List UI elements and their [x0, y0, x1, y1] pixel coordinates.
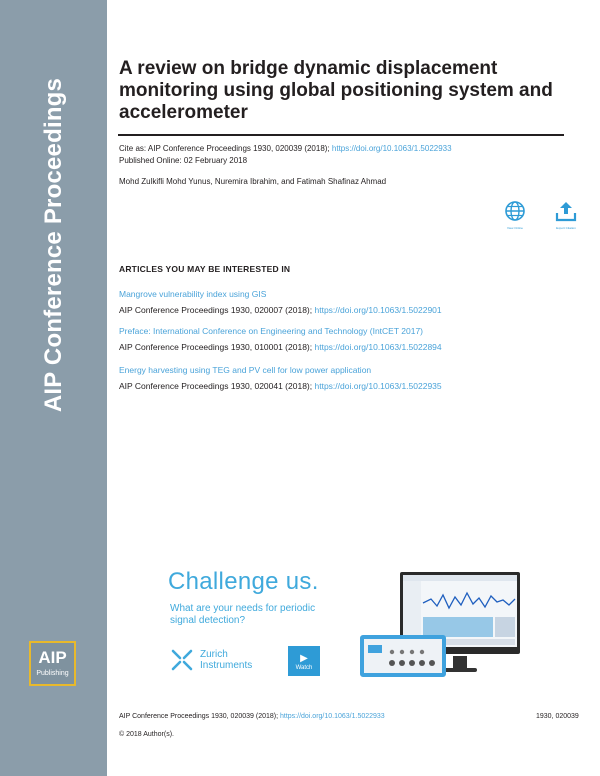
copyright-notice: © 2018 Author(s). — [119, 731, 174, 738]
related-article-title[interactable]: Mangrove vulnerability index using GIS — [119, 289, 267, 299]
related-article-title[interactable]: Energy harvesting using TEG and PV cell for low power application — [119, 365, 372, 375]
instrument-device-image — [360, 635, 446, 677]
related-article-title[interactable]: Preface: International Conference on Engineering and Technology (IntCET 2017) — [119, 326, 423, 336]
advertisement-banner[interactable] — [160, 560, 460, 684]
logo-top-text: AIP — [38, 648, 67, 667]
view-online-button[interactable] — [498, 200, 532, 230]
export-citation-button[interactable] — [549, 200, 583, 230]
published-date: Published Online: 02 February 2018 — [119, 156, 248, 165]
title-divider — [118, 134, 564, 136]
article-authors[interactable]: Mohd Zulkifli Mohd Yunus, Nuremira Ibrahim, and Fatimah Shafinaz Ahmad — [119, 177, 387, 186]
footer-citation — [119, 713, 385, 720]
logo-bottom-text: Publishing — [36, 670, 69, 677]
related-article-citation — [119, 342, 442, 352]
related-article-citation — [119, 305, 442, 315]
ad-headline: Challenge us. — [168, 568, 319, 595]
footer-doi-link[interactable]: https://doi.org/10.1063/1.5022933 — [280, 713, 385, 720]
cite-line — [119, 144, 452, 154]
related-doi-link[interactable]: https://doi.org/10.1063/1.5022901 — [314, 305, 442, 315]
related-doi-link[interactable]: https://doi.org/10.1063/1.5022935 — [314, 381, 442, 391]
related-article-citation — [119, 381, 442, 391]
zi-logo-icon — [170, 648, 194, 672]
journal-sidebar — [0, 0, 107, 776]
zurich-instruments-logo — [170, 648, 280, 676]
view-online-label: View Online — [507, 226, 523, 230]
related-doi-link[interactable]: https://doi.org/10.1063/1.5022894 — [314, 342, 442, 352]
play-icon: ▶ — [300, 653, 308, 664]
monitor-stand-base — [443, 668, 477, 672]
related-cite-text: AIP Conference Proceedings 1930, 020041 (2018); — [119, 381, 313, 391]
export-icon — [554, 200, 578, 222]
ad-subline: What are your needs for periodic signal detection? — [170, 603, 316, 626]
journal-name: AIP Conference Proceedings — [40, 77, 67, 413]
watch-button[interactable] — [288, 646, 320, 676]
watch-label: Watch — [295, 665, 313, 671]
related-articles-heading: ARTICLES YOU MAY BE INTERESTED IN — [119, 264, 291, 274]
related-cite-text: AIP Conference Proceedings 1930, 010001 (2018); — [119, 342, 313, 352]
article-title: A review on bridge dynamic displacement monitoring using global positioning system and accelerometer — [119, 58, 553, 123]
footer-cite-text: AIP Conference Proceedings 1930, 020039 (2018); — [119, 713, 279, 720]
device-knobs-graphic — [364, 639, 442, 673]
footer-page-reference: 1930, 020039 — [536, 713, 579, 720]
article-doi-link[interactable]: https://doi.org/10.1063/1.5022933 — [331, 144, 452, 153]
ad-brand-name: Zurich Instruments — [200, 649, 253, 671]
globe-icon — [504, 200, 526, 222]
export-citation-label: Export Citation — [556, 226, 576, 230]
related-cite-text: AIP Conference Proceedings 1930, 020007 (2018); — [119, 305, 313, 315]
cite-prefix: Cite as: AIP Conference Proceedings 1930, 020039 (2018); — [119, 144, 330, 153]
aip-publishing-logo[interactable] — [29, 641, 76, 686]
